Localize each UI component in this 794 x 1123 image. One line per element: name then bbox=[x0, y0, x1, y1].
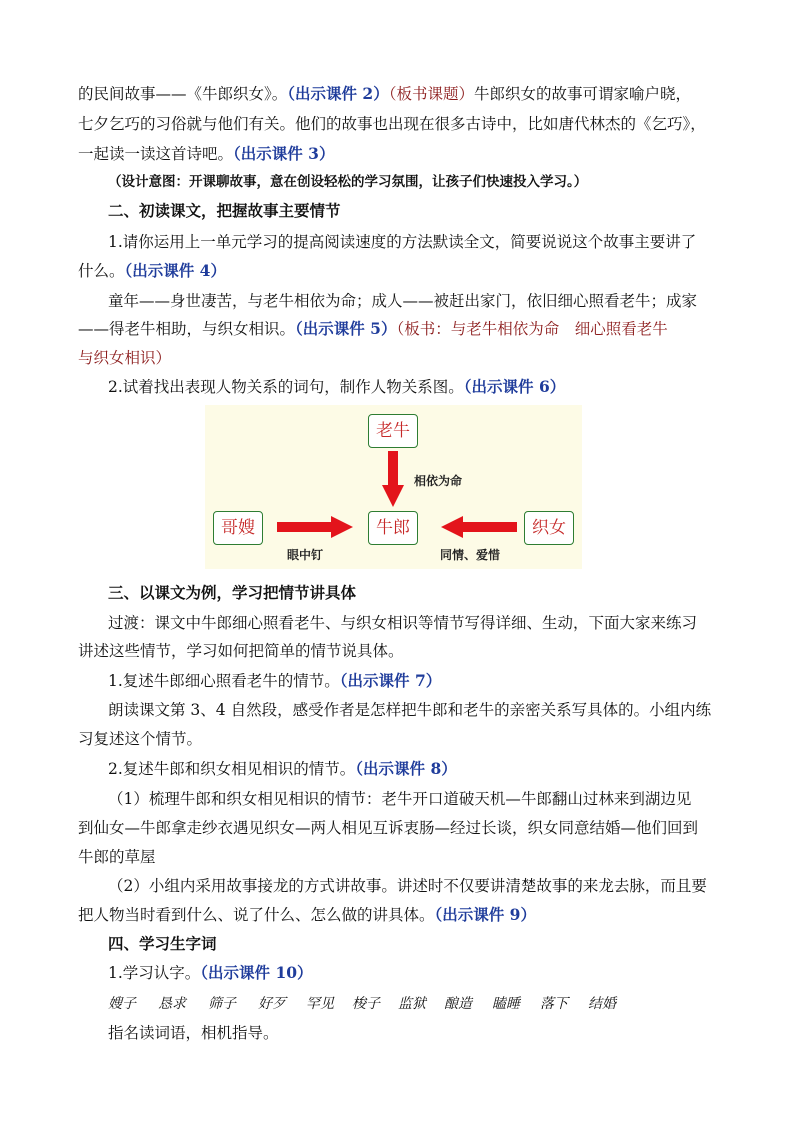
text-line: （1）梳理牛郎和织女相见相识的情节：老牛开口道破天机—牛郎翻山过林来到湖边见 bbox=[108, 790, 692, 808]
section-heading: 二、初读课文，把握故事主要情节 bbox=[108, 201, 341, 220]
text-line: （2）小组内采用故事接龙的方式讲故事。讲述时不仅要讲清楚故事的来龙去脉，而且要 bbox=[108, 877, 707, 895]
section-heading: 四、学习生字词 bbox=[108, 934, 217, 953]
node-brother-sister-in-law: 哥嫂 bbox=[213, 511, 263, 545]
courseware-ref: （出示课件 4） bbox=[124, 261, 226, 280]
text-line bbox=[108, 963, 313, 983]
text-span: 一起读一读这首诗吧。 bbox=[78, 145, 234, 163]
vocab-word: 罕见 bbox=[306, 996, 334, 1012]
node-zhinv: 织女 bbox=[524, 511, 574, 545]
vocabulary-list bbox=[108, 993, 628, 1013]
text-line bbox=[108, 759, 457, 779]
section-heading: 三、以课文为例，学习把情节讲具体 bbox=[108, 583, 357, 602]
text-span: 1.学习认字。 bbox=[108, 964, 201, 982]
text-span: 什么。 bbox=[78, 262, 125, 280]
courseware-ref: （出示课件 7） bbox=[339, 671, 442, 690]
vocab-word: 恳求 bbox=[158, 996, 186, 1012]
text-line: 牛郎的草屋 bbox=[78, 848, 156, 866]
text-line: 童年——身世凄苦，与老牛相依为命；成人——被赶出家门，依旧细心照看老牛；成家 bbox=[108, 292, 698, 310]
text-line: 1.请你运用上一单元学习的提高阅读速度的方法默读全文，简要说说这个故事主要讲了 bbox=[108, 233, 697, 251]
vocab-word: 酿造 bbox=[444, 996, 472, 1012]
vocab-word: 落下 bbox=[540, 996, 568, 1012]
text-line bbox=[108, 377, 565, 397]
text-line bbox=[108, 671, 441, 691]
relationship-diagram bbox=[205, 405, 582, 569]
text-line bbox=[78, 319, 668, 339]
node-old-ox: 老牛 bbox=[368, 414, 418, 448]
text-line: 七夕乞巧的习俗就与他们有关。他们的故事也出现在很多古诗中，比如唐代林杰的《乞巧》， bbox=[78, 115, 706, 133]
text-line: 到仙女—牛郎拿走纱衣遇见织女—两人相见互诉衷肠—经过长谈，织女同意结婚—他们回到 bbox=[78, 819, 699, 837]
text-line bbox=[78, 84, 691, 104]
text-line: 过渡：课文中牛郎细心照看老牛、与织女相识等情节写得详细、生动，下面大家来练习 bbox=[108, 614, 698, 632]
vocab-word: 筛子 bbox=[208, 996, 236, 1012]
text-line: 习复述这个情节。 bbox=[78, 730, 203, 748]
blackboard-note: 与织女相识） bbox=[78, 349, 172, 367]
arrow-right-icon bbox=[277, 516, 353, 538]
text-span: 1.复述牛郎细心照看老牛的情节。 bbox=[108, 672, 340, 690]
courseware-ref: （出示课件 9） bbox=[434, 905, 536, 924]
relation-label-right: 同情、爱惜 bbox=[440, 548, 501, 562]
text-line bbox=[78, 261, 226, 281]
courseware-ref: （出示课件 8） bbox=[355, 759, 457, 778]
arrow-down-icon bbox=[382, 451, 404, 507]
relation-label-top: 相依为命 bbox=[414, 474, 463, 488]
text-line: 朗读课文第 3、4 自然段，感受作者是怎样把牛郎和老牛的亲密关系写具体的。小组内练 bbox=[108, 701, 712, 719]
text-span: 2.试着找出表现人物关系的词句，制作人物关系图。 bbox=[108, 378, 464, 396]
vocab-word: 结婚 bbox=[588, 996, 616, 1012]
courseware-ref: （出示课件 5） bbox=[295, 319, 397, 338]
relation-label-left: 眼中钉 bbox=[287, 548, 324, 562]
text-line bbox=[78, 905, 536, 925]
blackboard-note: （板书课题） bbox=[388, 85, 474, 103]
text-span: ——得老牛相助，与织女相识。 bbox=[78, 320, 296, 338]
blackboard-note: （板书：与老牛相依为命 细心照看老牛 bbox=[396, 320, 668, 338]
vocab-word: 瞌睡 bbox=[492, 996, 520, 1012]
text-span: 牛郎织女的故事可谓家喻户晓， bbox=[473, 85, 691, 103]
text-span: 把人物当时看到什么、说了什么、怎么做的讲具体。 bbox=[78, 906, 435, 924]
vocab-word: 好歹 bbox=[258, 996, 286, 1012]
design-note: （设计意图：开课聊故事，意在创设轻松的学习氛围，让孩子们快速投入学习。） bbox=[108, 174, 588, 190]
courseware-ref: （出示课件 6） bbox=[463, 377, 566, 396]
text-line: 指名读词语，相机指导。 bbox=[108, 1024, 279, 1042]
courseware-ref: （出示课件 2） bbox=[287, 84, 389, 103]
courseware-ref: （出示课件 3） bbox=[233, 144, 335, 163]
text-span: 的民间故事——《牛郎织女》。 bbox=[78, 85, 288, 103]
vocab-word: 梭子 bbox=[352, 996, 380, 1012]
text-line bbox=[78, 144, 334, 164]
text-line: 讲述这些情节，学习如何把简单的情节说具体。 bbox=[78, 642, 404, 660]
arrow-left-icon bbox=[441, 516, 517, 538]
vocab-word: 监狱 bbox=[398, 996, 426, 1012]
courseware-ref: （出示课件 10） bbox=[200, 963, 313, 982]
text-span: 2.复述牛郎和织女相见相识的情节。 bbox=[108, 760, 356, 778]
node-niulang: 牛郎 bbox=[368, 511, 418, 545]
vocab-word: 嫂子 bbox=[108, 996, 136, 1012]
